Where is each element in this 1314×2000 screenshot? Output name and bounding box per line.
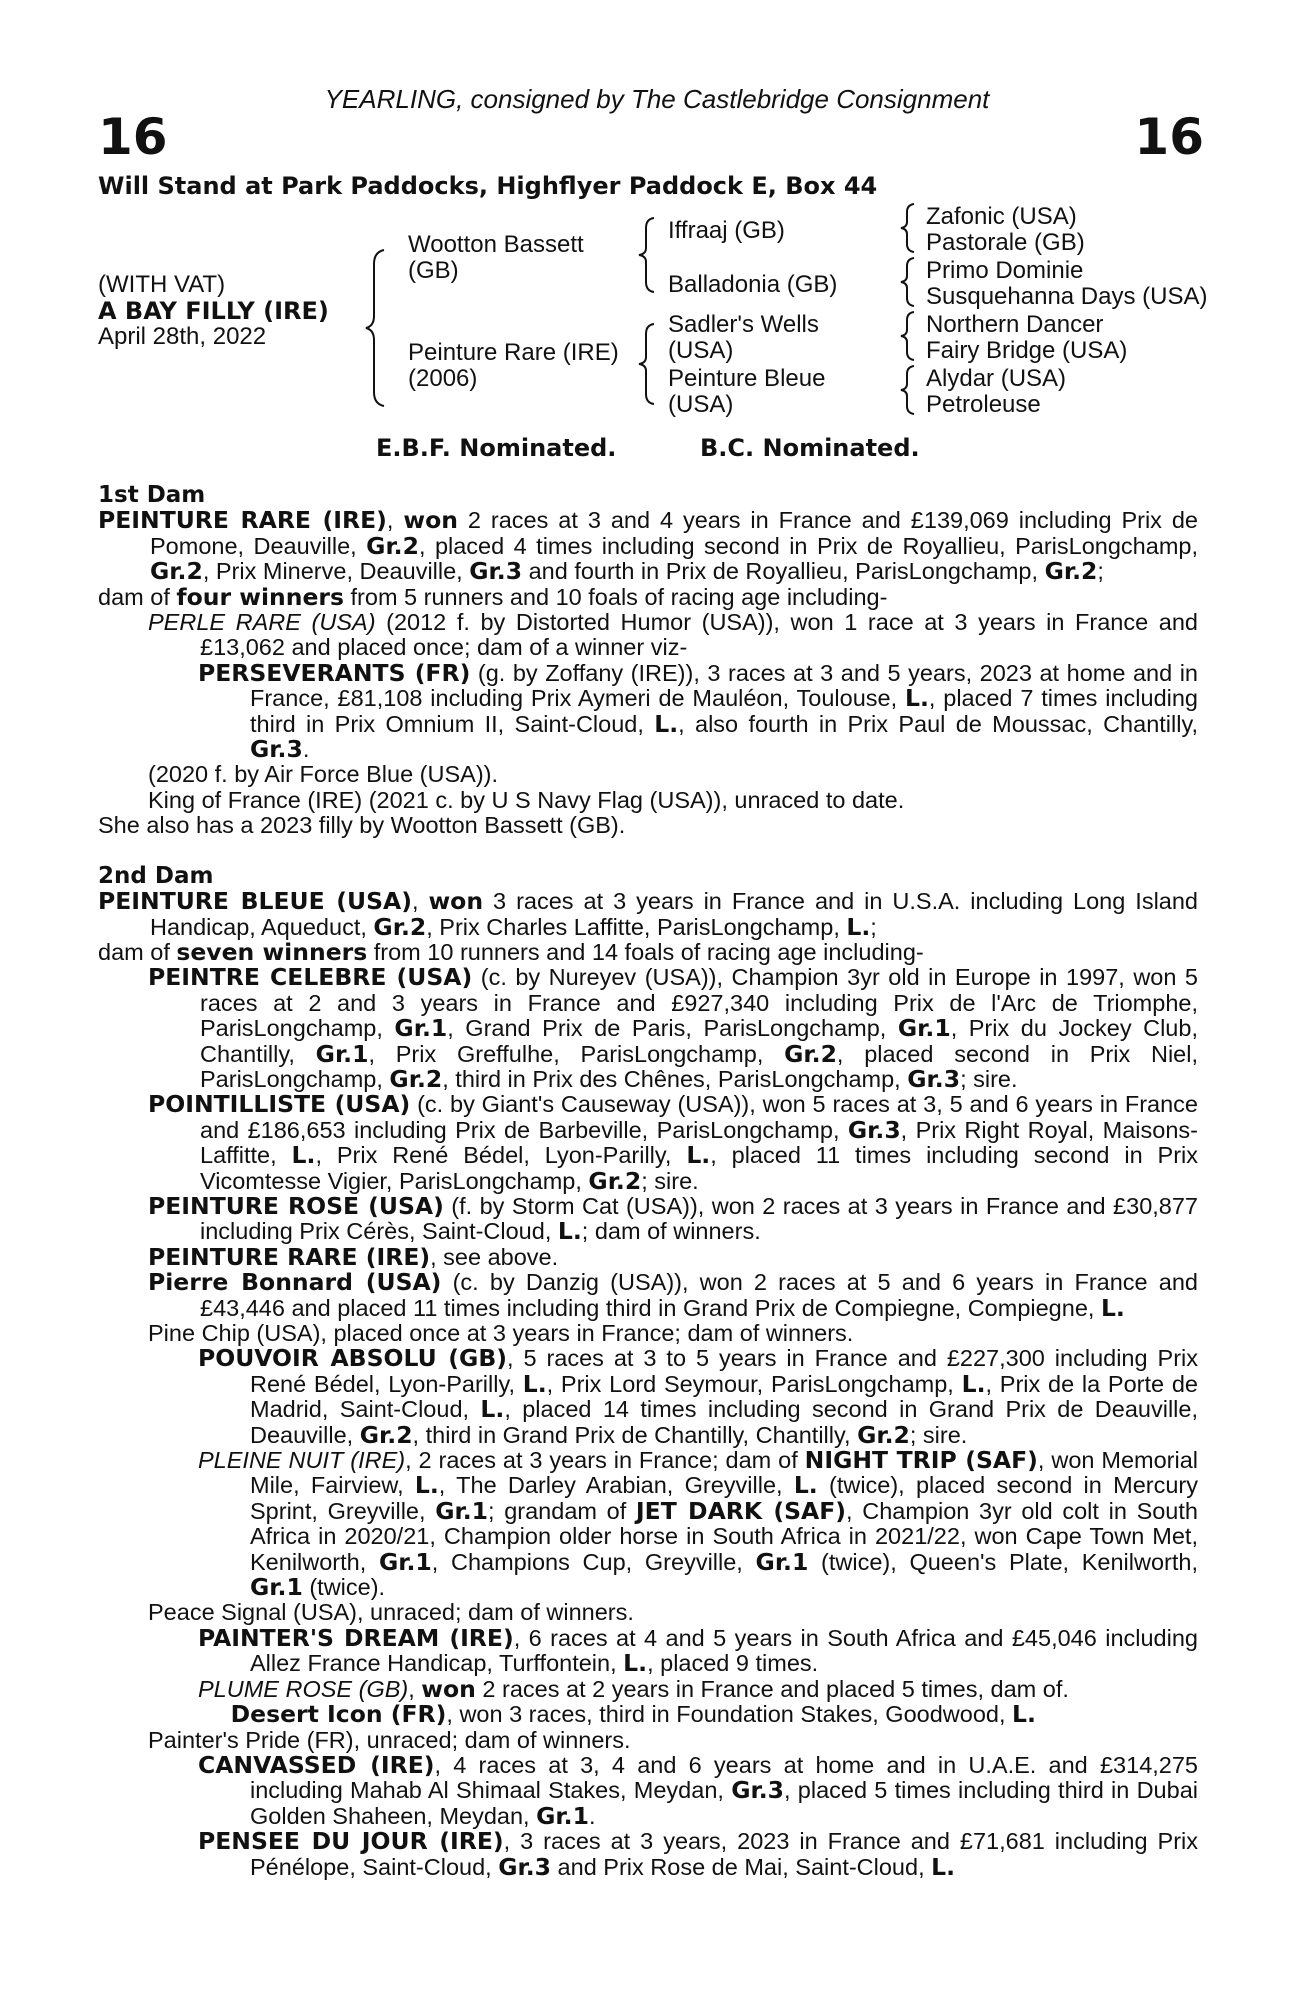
pedigree-entry: (2020 f. by Air Force Blue (USA)). (148, 761, 499, 788)
grandsire-1: Zafonic (USA) (926, 203, 1077, 230)
pedigree-entry: Desert Icon (FR), won 3 races, third in Foundation Stakes, Goodwood, L. (230, 1700, 1036, 1729)
dam-sire-country: (USA) (668, 337, 734, 364)
pedigree-brace-dam (636, 322, 658, 406)
pedigree-entry: PEINTURE RARE (IRE), won 2 races at 3 and 4 years in France and £139,069 including Prix de Pomone, Deauville, Gr.2, placed 4 times including second in Prix de Royallieu, ParisLongchamp, Gr.2, Prix Minerve, Deauville, Gr.3 and fourth in Prix de Royallieu, ParisLongchamp, Gr.2; (98, 506, 1198, 586)
sire-country: (GB) (408, 257, 459, 284)
pedigree-brace-g3 (898, 310, 918, 362)
produce-record (98, 483, 1198, 1880)
sire-sire: Iffraaj (GB) (668, 217, 785, 244)
second-dam-section (98, 889, 1198, 1880)
pedigree-entry: PAINTER'S DREAM (IRE), 6 races at 4 and 5 years in South Africa and £45,046 including Allez France Handicap, Turffontein, L., placed 9 times. (198, 1623, 1198, 1678)
vat-note: (WITH VAT) (98, 271, 226, 298)
pedigree-entry: PERLE RARE (USA) (2012 f. by Distorted Humor (USA)), won 1 race at 3 years in France and £13,062 and placed once; dam of a winner viz- (148, 609, 1198, 661)
pedigree-brace-g2 (898, 256, 918, 308)
dam-dam-name: Peinture Bleue (668, 365, 826, 392)
dam-year: (2006) (408, 365, 478, 392)
grandsire-4: Alydar (USA) (926, 365, 1067, 392)
lot-number-right: 16 (1134, 108, 1204, 166)
horse-name: A BAY FILLY (IRE) (98, 297, 329, 325)
first-dam-heading: 1st Dam (98, 482, 206, 508)
dam-name: Peinture Rare (IRE) (408, 339, 619, 366)
pedigree-entry: PLUME ROSE (GB), won 2 races at 2 years in France and placed 5 times, dam of. (198, 1674, 1069, 1703)
pedigree-brace-sire (636, 216, 658, 294)
sire-dam: Balladonia (GB) (668, 271, 838, 298)
pedigree-entry: CANVASSED (IRE), 4 races at 3, 4 and 6 years at home and in U.A.E. and £314,275 including Mahab Al Shimaal Stakes, Meydan, Gr.3, placed 5 times including third in Dubai Golden Shaheen, Meydan, Gr.1. (198, 1750, 1198, 1830)
granddam-2: Susquehanna Days (USA) (926, 283, 1208, 310)
pedigree-entry: dam of seven winners from 10 runners and 14 foals of racing age including- (98, 937, 924, 966)
pedigree-entry: PEINTURE BLEUE (USA), won 3 races at 3 years in France and in U.S.A. including Long Island Handicap, Aqueduct, Gr.2, Prix Charles Laffitte, ParisLongchamp, L.; (98, 887, 1198, 941)
pedigree-brace-g4 (898, 364, 918, 416)
sire-name: Wootton Bassett (408, 231, 584, 258)
pedigree-brace-main (362, 248, 392, 408)
pedigree-entry: POUVOIR ABSOLU (GB), 5 races at 3 to 5 years in France and £227,300 including Prix René Bédel, Lyon-Parilly, L., Prix Lord Seymour, ParisLongchamp, L., Prix de la Porte de Madrid, Saint-Cloud, L., placed 14 times including second in Grand Prix de Deauville, Deauville, Gr.2, third in Grand Prix de Chantilly, Chantilly, Gr.2; sire. (198, 1344, 1198, 1449)
lot-number-left: 16 (98, 108, 168, 166)
pedigree-entry: PEINTURE RARE (IRE), see above. (148, 1242, 559, 1271)
pedigree-entry: PLEINE NUIT (IRE), 2 races at 3 years in France; dam of NIGHT TRIP (SAF), won Memorial Mile, Fairview, L., The Darley Arabian, Greyville, L. (twice), placed second in Mercury Sprint, Greyville, Gr.1; grandam of JET DARK (SAF), Champion 3yr old colt in South Africa in 2020/21, Champion older horse in South Africa in 2021/22, won Cape Town Met, Kenilworth, Gr.1, Champions Cup, Greyville, Gr.1 (twice), Queen's Plate, Kenilworth, Gr.1 (twice). (198, 1446, 1199, 1602)
pedigree-entry: Pierre Bonnard (USA) (c. by Danzig (USA)), won 2 races at 5 and 6 years in France and £43,446 and placed 11 times including third in Grand Prix de Compiegne, Compiegne, L. (148, 1268, 1198, 1322)
pedigree-brace-g1 (898, 202, 918, 254)
pedigree-entry: King of France (IRE) (2021 c. by U S Navy Flag (USA)), unraced to date. (148, 786, 905, 813)
dam-dam-country: (USA) (668, 391, 734, 418)
dam-sire-name: Sadler's Wells (668, 311, 819, 338)
granddam-3: Fairy Bridge (USA) (926, 337, 1128, 364)
pedigree-entry: Pine Chip (USA), placed once at 3 years in France; dam of winners. (148, 1320, 854, 1346)
grandsire-2: Primo Dominie (926, 257, 1084, 284)
bc-nomination: B.C. Nominated. (700, 434, 920, 462)
pedigree-entry: PEINTRE CELEBRE (USA) (c. by Nureyev (USA)), Champion 3yr old in Europe in 1997, won 5 races at 2 and 3 years in France and £927,340 including Prix de l'Arc de Triomphe, ParisLongchamp, Gr.1, Grand Prix de Paris, ParisLongchamp, Gr.1, Prix du Jockey Club, Chantilly, Gr.1, Prix Greffulhe, ParisLongchamp, Gr.2, placed second in Prix Niel, ParisLongchamp, Gr.2, third in Prix des Chênes, ParisLongchamp, Gr.3; sire. (148, 963, 1198, 1093)
foaling-date: April 28th, 2022 (98, 323, 267, 350)
first-dam-section (98, 508, 1198, 838)
consignment-line: YEARLING, consigned by The Castlebridge Consignment (324, 84, 990, 114)
second-dam-heading: 2nd Dam (98, 862, 214, 889)
grandsire-3: Northern Dancer (926, 311, 1104, 338)
stand-location: Will Stand at Park Paddocks, Highflyer Paddock E, Box 44 (98, 172, 878, 200)
granddam-4: Petroleuse (926, 391, 1041, 418)
pedigree-entry: She also has a 2023 filly by Wootton Bassett (GB). (98, 812, 626, 839)
pedigree-entry: Peace Signal (USA), unraced; dam of winners. (148, 1599, 634, 1626)
granddam-1: Pastorale (GB) (926, 229, 1085, 256)
pedigree-entry: POINTILLISTE (USA) (c. by Giant's Causeway (USA)), won 5 races at 3, 5 and 6 years in France and £186,653 including Prix de Barbeville, ParisLongchamp, Gr.3, Prix Right Royal, Maisons-Laffitte, L., Prix René Bédel, Lyon-Parilly, L., placed 11 times including second in Prix Vicomtesse Vigier, ParisLongchamp, Gr.2; sire. (148, 1090, 1198, 1195)
pedigree-entry: PERSEVERANTS (FR) (g. by Zoffany (IRE)), 3 races at 3 and 5 years, 2023 at home and in France, £81,108 including Prix Aymeri de Mauléon, Toulouse, L., placed 7 times including third in Prix Omnium II, Saint-Cloud, L., also fourth in Prix Paul de Moussac, Chantilly, Gr.3. (198, 658, 1198, 764)
pedigree-entry: PEINTURE ROSE (USA) (f. by Storm Cat (USA)), won 2 races at 3 years in France and £30,877 including Prix Cérès, Saint-Cloud, L.; dam of winners. (148, 1191, 1198, 1246)
ebf-nomination: E.B.F. Nominated. (376, 434, 617, 462)
pedigree-entry: Painter's Pride (FR), unraced; dam of winners. (148, 1726, 631, 1753)
pedigree-entry: PENSEE DU JOUR (IRE), 3 races at 3 years, 2023 in France and £71,681 including Prix Pénélope, Saint-Cloud, Gr.3 and Prix Rose de Mai, Saint-Cloud, L. (198, 1827, 1198, 1881)
pedigree-entry: dam of four winners from 5 runners and 10 foals of racing age including- (98, 582, 888, 611)
